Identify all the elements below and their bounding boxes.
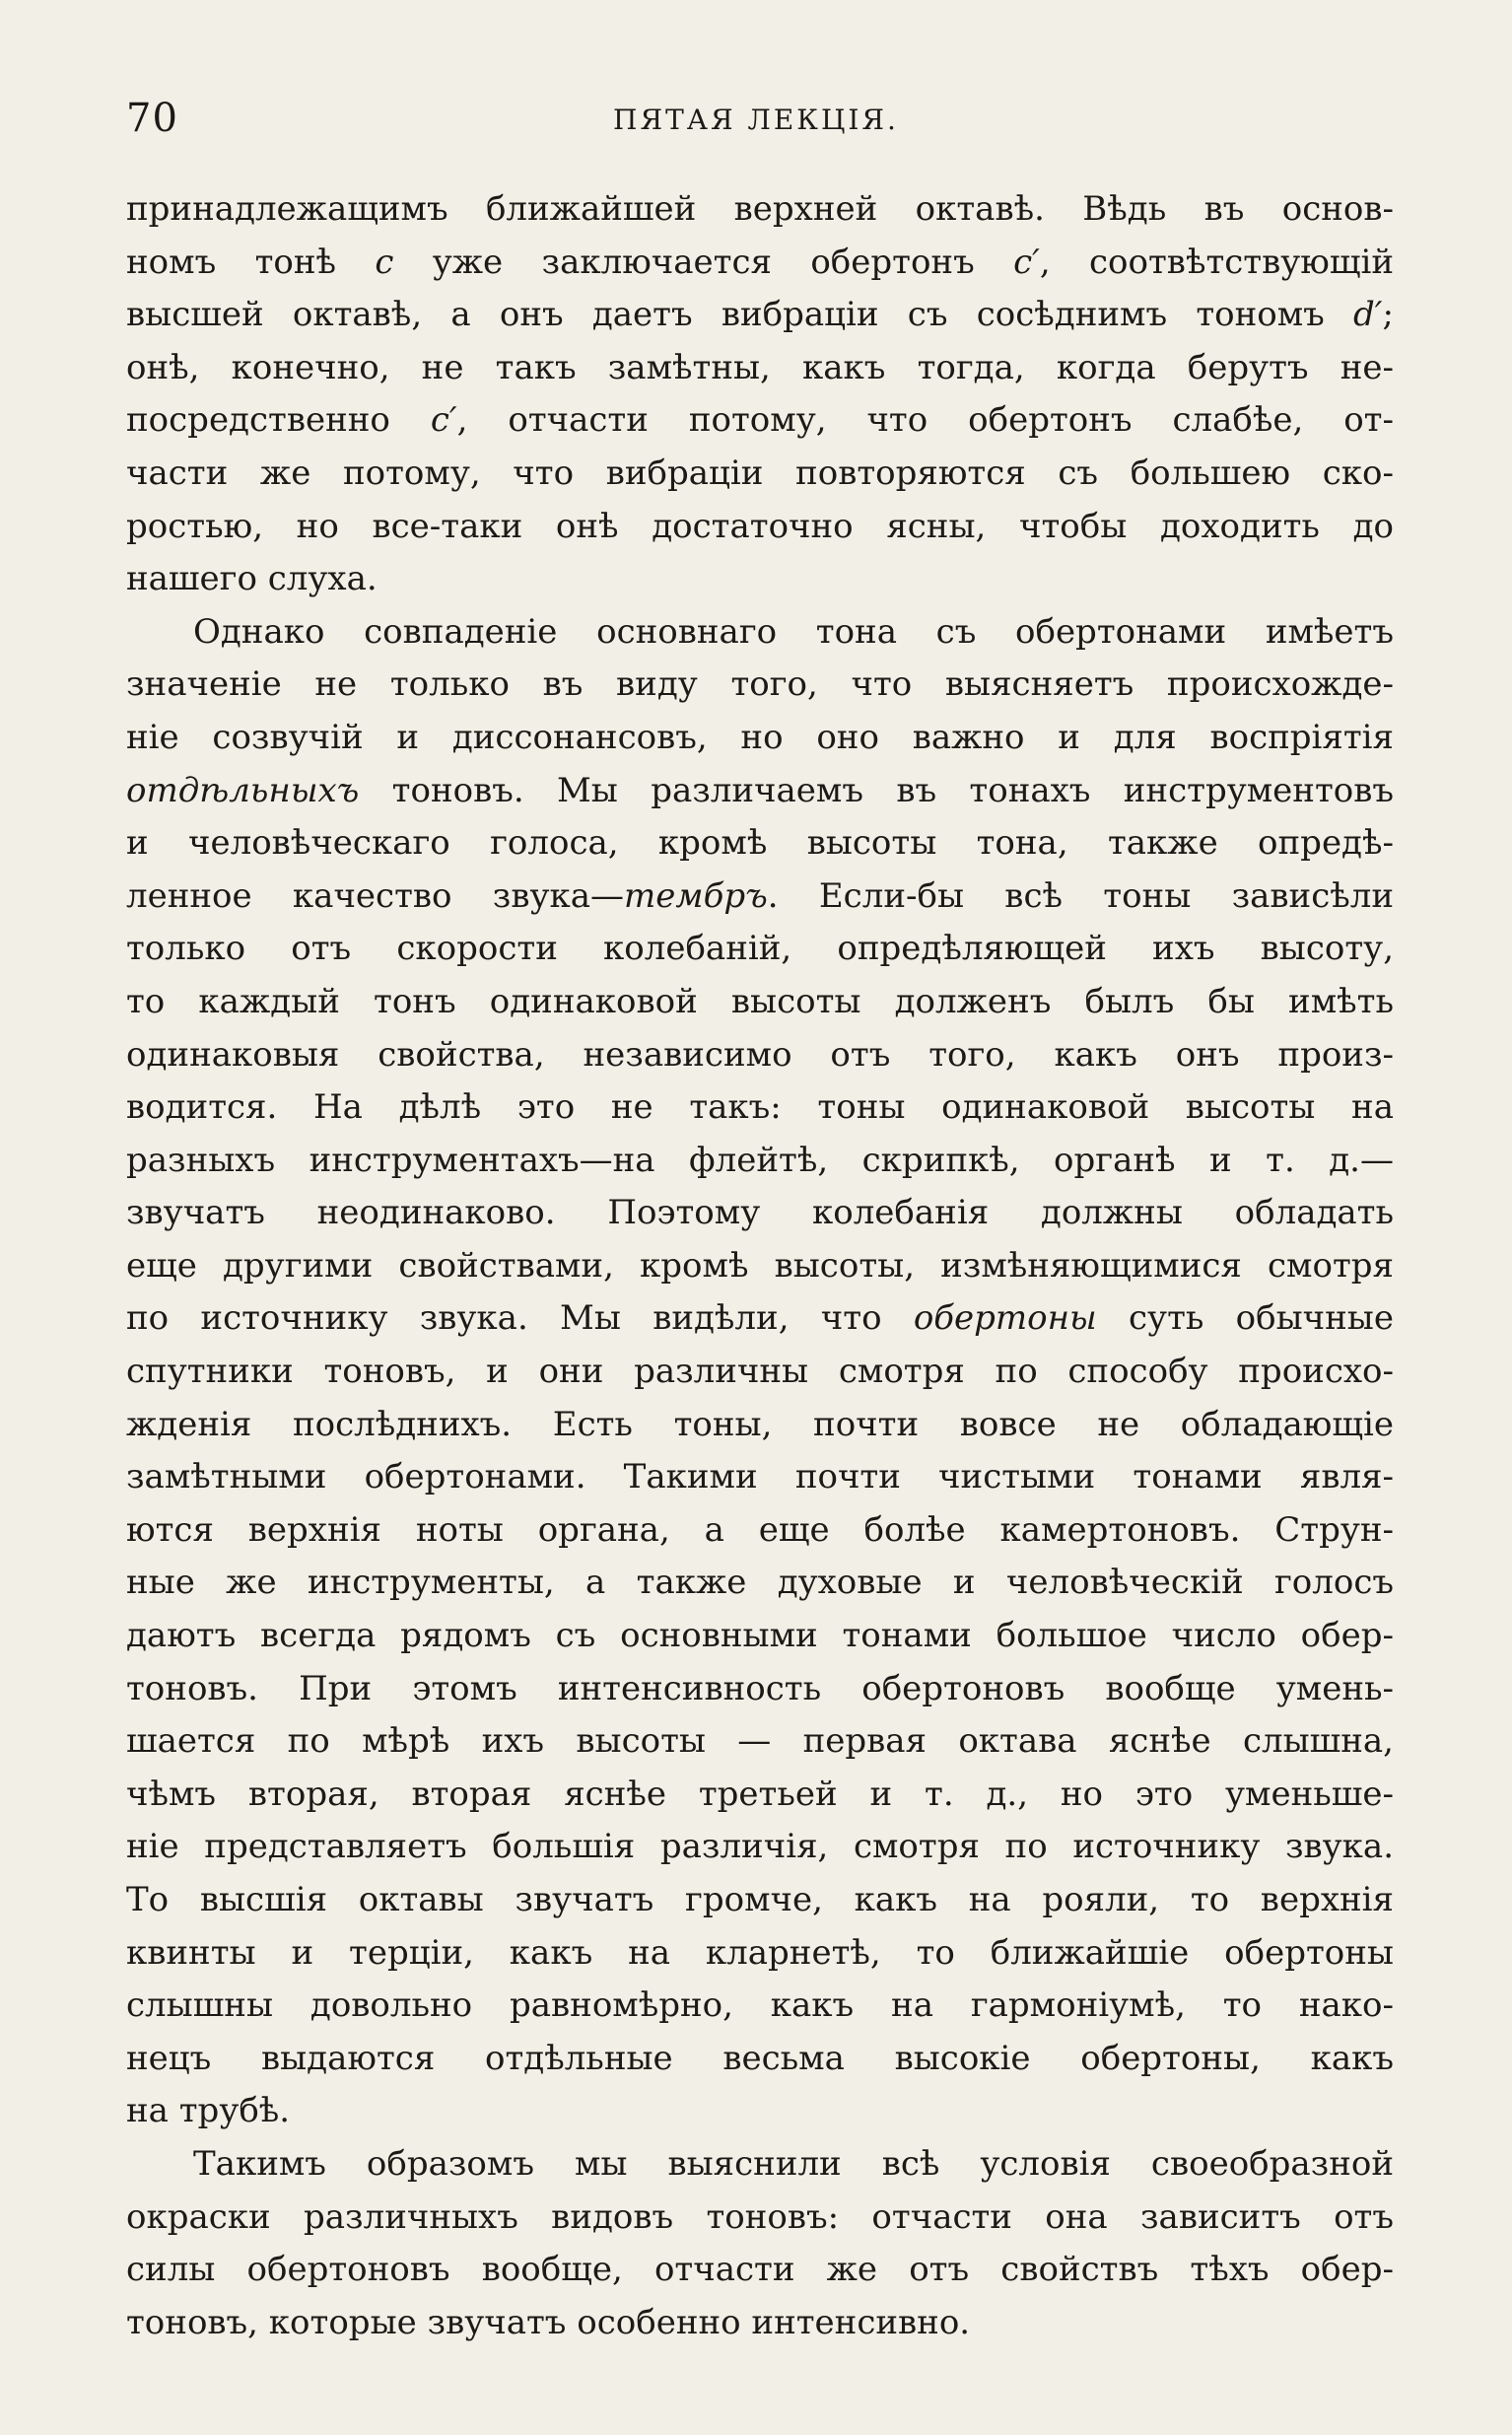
text-run: высшей октавѣ, а онъ даетъ вибраціи съ сосѣднимъ тономъ [126,295,1354,335]
text-run: по источнику звука. Мы видѣли, что [126,1298,914,1339]
text-run: части же потому, что вибраціи повторяются съ большею ско- [126,452,1394,493]
text-line [126,1187,1394,1240]
text-line [126,1715,1394,1769]
text-line [126,1557,1394,1610]
text-line [126,1927,1394,1981]
text-line [126,2244,1394,2297]
text-line [126,712,1394,765]
text-run: ленное качество звука— [126,875,625,916]
text-run: значеніе не только въ виду того, что выясняетъ происхожде- [126,664,1394,705]
paragraph [126,2138,1394,2349]
italic-text: c′ [1013,242,1040,282]
text-run: спутники тоновъ, и они различны смотря по способу происхо- [126,1352,1394,1392]
text-line [126,2085,1394,2138]
text-line [126,976,1394,1029]
page-number: 70 [126,96,178,141]
text-run: Такимъ образомъ мы выяснили всѣ условія своеобразной [193,2143,1394,2184]
text-run: квинты и терціи, какъ на кларнетѣ, то ближайшіе обертоны [126,1932,1394,1973]
text-run: и человѣческаго голоса, кромѣ высоты тона, также опредѣ- [126,823,1394,864]
text-run: чѣмъ вторая, вторая яснѣе третьей и т. д., но это уменьше- [126,1774,1394,1814]
text-run: замѣтными обертонами. Такими почти чистыми тонами явля- [126,1457,1394,1497]
text-run: , отчасти потому, что обертонъ слабѣе, от- [456,400,1394,441]
text-run: ніе представляетъ большія различія, смотря по источнику звука. [126,1827,1394,1867]
text-run: , соотвѣтствующій [1039,242,1394,282]
text-line [126,553,1394,606]
text-line [126,289,1394,342]
text-line [126,1135,1394,1188]
text-run: . Если-бы всѣ тоны зависѣли [767,875,1394,916]
text-line [126,394,1394,448]
text-line [126,1081,1394,1135]
text-run: нашего слуха. [126,559,378,599]
italic-text: d′ [1353,295,1383,335]
text-line [126,606,1394,660]
text-run: только отъ скорости колебаній, опредѣляющей ихъ высоту, [126,929,1394,969]
paragraph [126,183,1394,606]
text-line [126,237,1394,290]
text-line [126,659,1394,712]
text-line [126,1029,1394,1082]
text-run: тоновъ, которые звучатъ особенно интенсивно. [126,2302,971,2342]
text-run: То высшія октавы звучатъ громче, какъ на рояли, то верхнія [126,1880,1394,1919]
text-run: принадлежащимъ ближайшей верхней октавѣ. Вѣдь въ основ- [126,189,1394,229]
italic-text: тембръ [624,875,768,916]
text-line [126,1451,1394,1504]
text-line [126,1399,1394,1452]
text-line [126,765,1394,818]
text-line [126,1769,1394,1822]
text-run: тоновъ. Мы различаемъ въ тонахъ инструментовъ [359,770,1394,810]
text-run: слышны довольно равномѣрно, какъ на гармоніумѣ, то нако- [126,1985,1394,2026]
text-run: даютъ всегда рядомъ съ основными тонами большое число обер- [126,1616,1394,1656]
text-line [126,2138,1394,2192]
text-run: номъ тонѣ [126,242,376,282]
paragraph [126,606,1394,2138]
text-run: на трубѣ. [126,2091,291,2131]
text-run: Однако совпаденіе основнаго тона съ обертонами имѣетъ [193,611,1394,652]
body-text [126,183,1394,2349]
text-run: ; [1382,295,1394,335]
text-line [126,1980,1394,2033]
text-run: посредственно [126,400,431,441]
text-line [126,2192,1394,2245]
text-line [126,501,1394,554]
text-line [126,448,1394,501]
text-run: звучатъ неодинаково. Поэтому колебанія должны обладать [126,1193,1394,1233]
text-line [126,1240,1394,1293]
text-line [126,870,1394,924]
text-line [126,1292,1394,1346]
text-run: ются верхнія ноты органа, а еще болѣе камертоновъ. Струн- [126,1509,1394,1550]
italic-text: обертоны [913,1298,1097,1339]
text-run: то каждый тонъ одинаковой высоты долженъ былъ бы имѣть [126,981,1394,1021]
text-run: силы обертоновъ вообще, отчасти же отъ свойствъ тѣхъ обер- [126,2250,1394,2290]
text-run: шается по мѣрѣ ихъ высоты — первая октава яснѣе слышна, [126,1721,1394,1762]
text-run: ростью, но все-таки онѣ достаточно ясны, чтобы доходить до [126,506,1394,546]
italic-text: отдѣльныхъ [126,770,360,810]
text-run: одинаковыя свойства, независимо отъ того, какъ онъ произ- [126,1034,1394,1075]
text-line [126,817,1394,870]
text-line [126,183,1394,237]
text-run: жденія послѣднихъ. Есть тоны, почти вовсе не обладающіе [126,1404,1394,1444]
text-line [126,1821,1394,1874]
italic-text: c′ [430,400,457,441]
text-line [126,1663,1394,1716]
running-head: ПЯТАЯ ЛЕКЦІЯ. [613,104,899,136]
text-line [126,923,1394,976]
text-line [126,1874,1394,1927]
text-run: ніе созвучій и диссонансовъ, но оно важно и для воспріятія [126,717,1394,757]
text-line [126,1504,1394,1558]
text-line [126,1610,1394,1663]
text-run: нецъ выдаются отдѣльные весьма высокіе обертоны, какъ [126,2038,1394,2078]
text-run: ные же инструменты, а также духовые и человѣческій голосъ [126,1563,1394,1603]
text-run: суть обычные [1096,1298,1394,1339]
text-run: разныхъ инструментахъ—на флейтѣ, скрипкѣ, органѣ и т. д.— [126,1140,1394,1180]
text-line [126,2297,1394,2350]
text-run: водится. На дѣлѣ это не такъ: тоны одинаковой высоты на [126,1087,1394,1128]
text-run: уже заключается обертонъ [393,242,1014,282]
text-line [126,1346,1394,1399]
text-run: окраски различныхъ видовъ тоновъ: отчасти она зависитъ отъ [126,2196,1394,2237]
text-line [126,2033,1394,2086]
text-run: тоновъ. При этомъ интенсивность обертоновъ вообще умень- [126,1668,1394,1708]
text-line [126,342,1394,395]
italic-text: c [375,242,394,282]
text-run: еще другими свойствами, кромѣ высоты, измѣняющимися смотря [126,1245,1394,1286]
text-run: онѣ, конечно, не такъ замѣтны, какъ тогда, когда берутъ не- [126,347,1394,387]
